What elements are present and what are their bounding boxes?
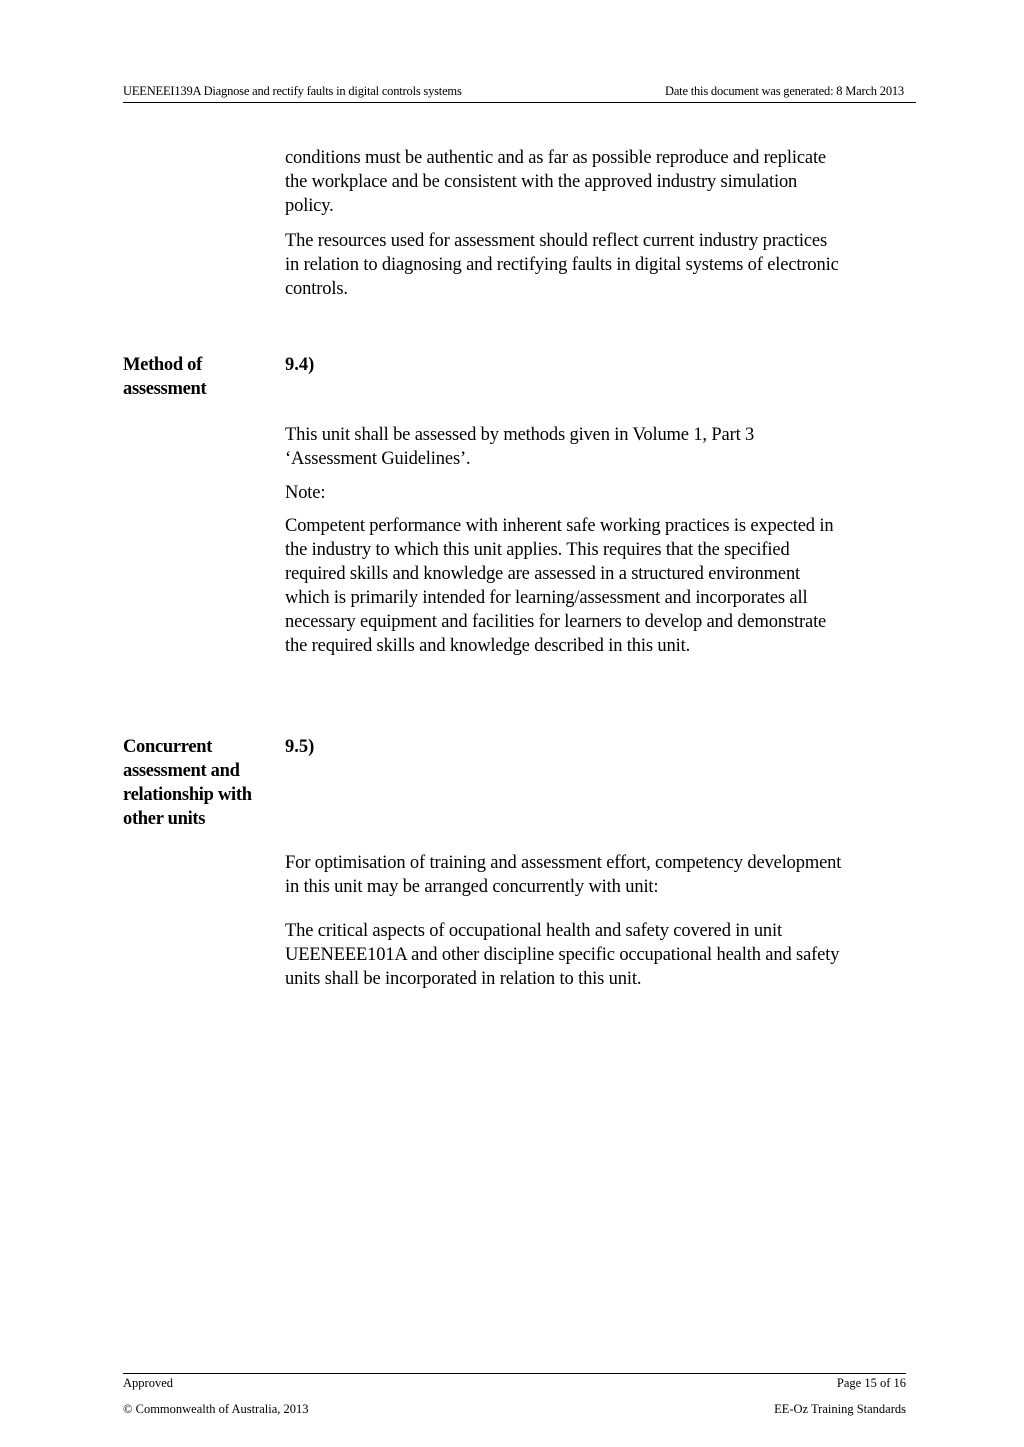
label-line: Concurrent	[123, 737, 213, 757]
note-heading: Note:	[285, 483, 326, 503]
header-date-generated: Date this document was generated: 8 March 2013	[665, 84, 904, 98]
header-unit-title: UEENEEI139A Diagnose and rectify faults in digital controls systems	[123, 84, 462, 98]
label-line: relationship with	[123, 785, 252, 805]
intro-paragraph-resources: The resources used for assessment should reflect current industry practices in relation to diagnosing and rectifying faults in digital systems of electronic controls.	[285, 231, 839, 299]
competent-performance-paragraph: Competent performance with inherent safe working practices is expected in the industry to which this unit applies. This requires that the specified required skills and knowledge are assessed in a structured environment which is primarily intended for learning/assessment and incorporates all necessary equipment and facilities for learners to develop and demonstrate the required skills and knowledge described in this unit.	[285, 516, 834, 656]
ohs-paragraph: The critical aspects of occupational health and safety covered in unit UEENEEE101A and other discipline specific occupational health and safety units shall be incorporated in relation to this unit.	[285, 921, 840, 989]
section-number-9-4: 9.4)	[285, 355, 315, 375]
label-line: assessment	[123, 379, 207, 399]
label-line: assessment and	[123, 761, 240, 781]
footer-publisher: EE-Oz Training Standards	[774, 1402, 906, 1416]
page-header	[123, 84, 916, 103]
section-label-concurrent-assessment	[123, 735, 283, 831]
optimisation-paragraph: For optimisation of training and assessment effort, competency development in this unit may be arranged concurrently with unit:	[285, 853, 842, 897]
intro-paragraph-conditions: conditions must be authentic and as far as possible reproduce and replicate the workplace and be consistent with the approved industry simulation policy.	[285, 148, 826, 216]
footer-copyright: © Commonwealth of Australia, 2013	[123, 1402, 309, 1416]
footer-status: Approved	[123, 1376, 173, 1390]
section-label-method-of-assessment	[123, 353, 283, 401]
section-number-9-5: 9.5)	[285, 737, 315, 757]
page-footer	[123, 1373, 906, 1428]
method-paragraph: This unit shall be assessed by methods given in Volume 1, Part 3 ‘Assessment Guidelines’.	[285, 425, 755, 469]
label-line: other units	[123, 809, 206, 829]
footer-page-number: Page 15 of 16	[836, 1376, 906, 1390]
label-line: Method of	[123, 355, 202, 375]
